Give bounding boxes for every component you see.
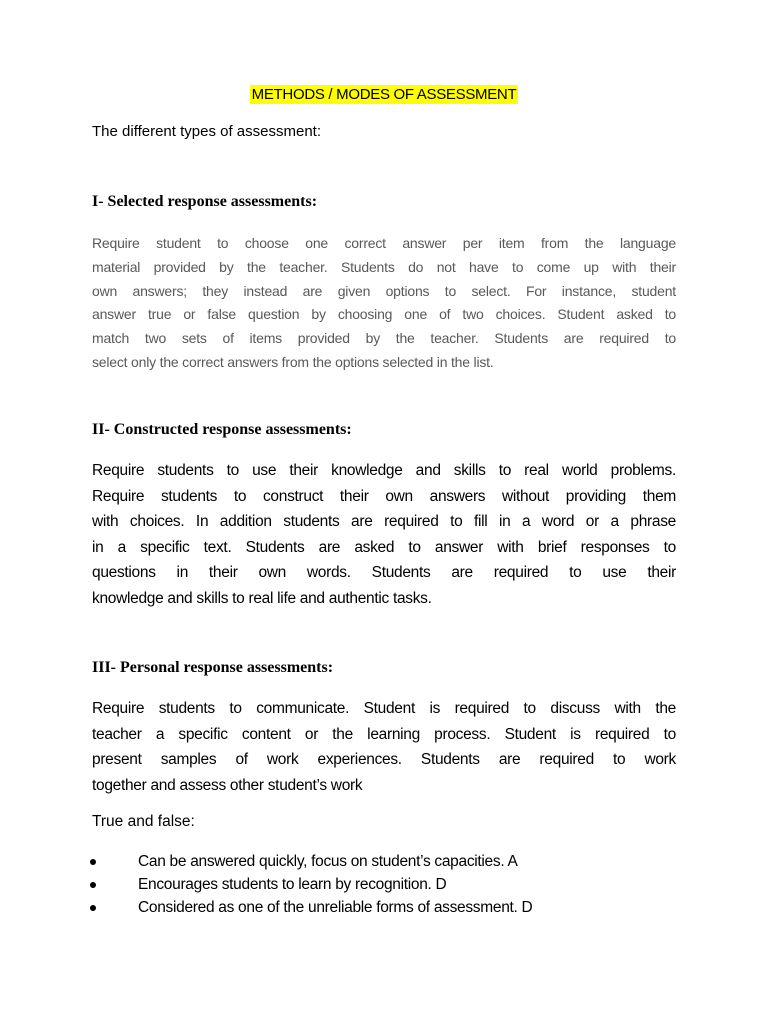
body-line: match two sets of items provided by the teacher. Students are required to: [92, 330, 676, 347]
body-line: Require student to choose one correct answer per item from the language: [92, 235, 676, 251]
body-line: with choices. In addition students are required to fill in a word or a phrase: [92, 513, 676, 531]
true-false-label: True and false:: [92, 813, 195, 830]
list-item-text: Considered as one of the unreliable forms of assessment. D: [138, 899, 533, 916]
section-body-constructed: [92, 458, 676, 612]
body-line: teacher a specific content or the learning process. Student is required to: [92, 725, 676, 743]
body-line: Require students to construct their own answers without providing them: [92, 487, 676, 505]
body-line: questions in their own words. Students are required to use their: [92, 564, 676, 582]
section-body-selected: [92, 232, 676, 375]
body-line: present samples of work experiences. Students are required to work: [92, 751, 676, 769]
body-line: own answers; they instead are given options to select. For instance, student: [92, 282, 676, 299]
section-heading-selected: I- Selected response assessments:: [92, 193, 318, 210]
section-heading-personal: III- Personal response assessments:: [92, 659, 334, 676]
list-item: [92, 850, 676, 873]
body-line: knowledge and skills to real life and authentic tasks.: [92, 589, 432, 607]
bullet-icon: [90, 882, 96, 888]
title-text: METHODS / MODES OF ASSESSMENT: [251, 86, 517, 103]
list-item-text: Encourages students to learn by recognition. D: [138, 876, 447, 893]
list-item: [92, 896, 676, 919]
true-false-list: [92, 850, 676, 919]
section-heading-constructed: II- Constructed response assessments:: [92, 421, 352, 438]
bullet-icon: [90, 859, 96, 865]
body-line: material provided by the teacher. Students do not have to come up with their: [92, 258, 676, 275]
body-line: Require students to communicate. Student is required to discuss with the: [92, 700, 676, 717]
body-line: Require students to use their knowledge and skills to real world problems.: [92, 462, 676, 479]
body-line: select only the correct answers from the options selected in the list.: [92, 353, 494, 370]
body-line: in a specific text. Students are asked to answer with brief responses to: [92, 538, 676, 556]
section-body-personal: [92, 696, 676, 798]
document-title: [0, 86, 768, 103]
list-item: [92, 873, 676, 896]
list-item-text: Can be answered quickly, focus on student’s capacities. A: [138, 853, 518, 870]
body-line: answer true or false question by choosing one of two choices. Student asked to: [92, 306, 676, 323]
body-line: together and assess other student’s work: [92, 776, 363, 794]
bullet-icon: [90, 905, 96, 911]
intro-text: The different types of assessment:: [92, 123, 322, 140]
